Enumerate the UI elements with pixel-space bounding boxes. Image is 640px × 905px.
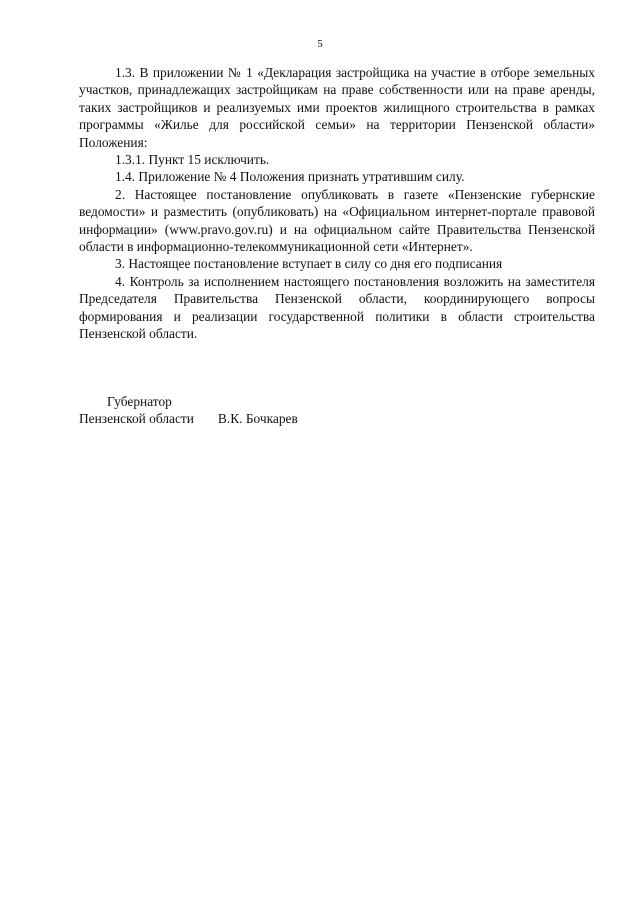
- paragraph-1-3: 1.3. В приложении № 1 «Декларация застройщика на участие в отборе земельных участков, принадлежащих застройщикам на праве собственности или на праве аренды, таких застройщиков и реализуемых ими проектов жилищного строительства в рамках программы «Жилье для российской семьи» на территории Пензенской области» Положения:: [79, 65, 595, 150]
- paragraph-3: 3. Настоящее постановление вступает в силу со дня его подписания: [115, 256, 503, 272]
- document-body: [79, 64, 595, 343]
- paragraph-4: 4. Контроль за исполнением настоящего постановления возложить на заместителя Председателя Правительства Пензенской области, координирующего вопросы формирования и реализации государственной политики в области строительства Пензенской области.: [79, 273, 595, 342]
- signature-name: В.К. Бочкарев: [217, 411, 298, 427]
- paragraph-1-3-1: 1.3.1. Пункт 15 исключить.: [115, 152, 270, 168]
- signature-line: [79, 410, 479, 427]
- paragraph-2: 2. Настоящее постановление опубликовать в газете «Пензенские губернские ведомости» и разместить (опубликовать) на «Официальном интернет-портале правовой информации» (www.pravo.gov.ru) и на официальном сайте Правительства Пензенской области в информационно-телекоммуникационной сети «Интернет».: [79, 186, 595, 255]
- page-number: 5: [317, 38, 323, 50]
- signature-title: Губернатор: [107, 394, 172, 409]
- paragraph-1-4: 1.4. Приложение № 4 Положения признать утратившим силу.: [115, 169, 465, 185]
- signature-block: [79, 393, 479, 428]
- signature-region: Пензенской области: [79, 411, 194, 427]
